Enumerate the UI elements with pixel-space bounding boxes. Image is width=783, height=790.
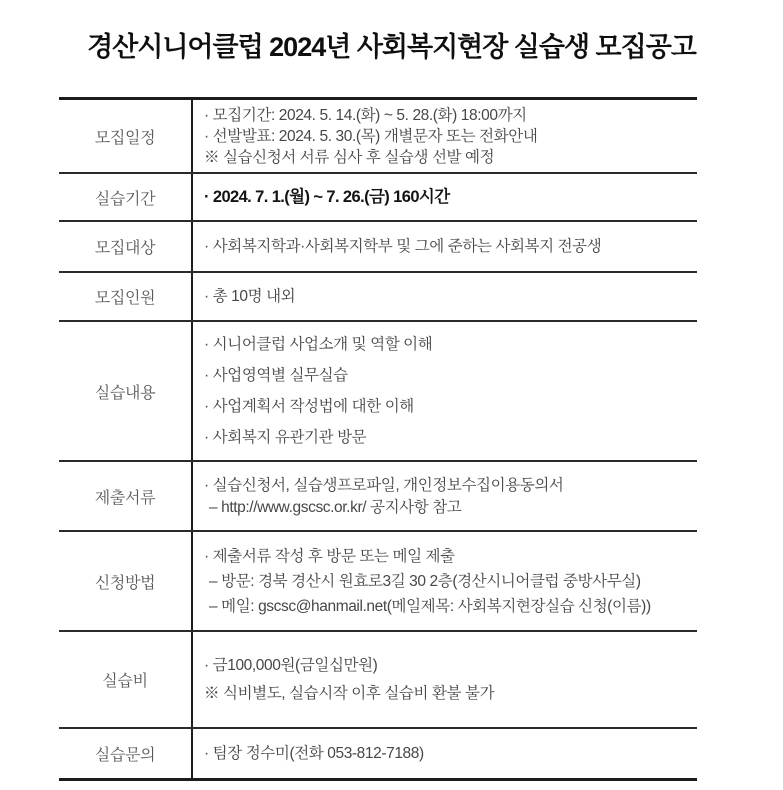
table-row-schedule — [59, 100, 697, 174]
content-line: ※ 식비별도, 실습시작 이후 실습비 환불 불가 — [204, 685, 495, 702]
row-label: 실습내용 — [59, 322, 193, 460]
content-line-url: – http://www.gscsc.or.kr/ 공지사항 참고 — [209, 498, 462, 516]
row-content — [193, 100, 697, 172]
content-line: · 금100,000원(금일십만원) — [204, 657, 378, 674]
row-label: 실습비 — [59, 632, 193, 727]
content-line: · 시니어클럽 사업소개 및 역할 이해 — [204, 336, 433, 353]
table-row-contact — [59, 729, 697, 778]
table-row-how-to-apply — [59, 532, 697, 632]
content-line: · 제출서류 작성 후 방문 또는 메일 제출 — [204, 547, 455, 565]
table-row-curriculum — [59, 322, 697, 462]
row-label: 모집일정 — [59, 100, 193, 172]
row-label: 실습문의 — [59, 729, 193, 778]
table-row-period — [59, 174, 697, 222]
table-row-target — [59, 222, 697, 273]
row-label: 모집대상 — [59, 222, 193, 271]
table-row-headcount — [59, 273, 697, 322]
row-label: 제출서류 — [59, 462, 193, 530]
row-label: 신청방법 — [59, 532, 193, 630]
content-line-phone: · 팀장 정수미(전화 053-812-7188) — [204, 745, 424, 762]
row-label: 모집인원 — [59, 273, 193, 320]
row-content — [193, 729, 697, 778]
table-row-documents — [59, 462, 697, 532]
row-label: 실습기간 — [59, 174, 193, 220]
content-line: · 사회복지학과·사회복지학부 및 그에 준하는 사회복지 전공생 — [204, 238, 602, 255]
row-content — [193, 532, 697, 630]
row-content — [193, 632, 697, 727]
row-content — [193, 273, 697, 320]
content-line-email: – 메일: gscsc@hanmail.net(메일제목: 사회복지현장실습 신청(이름)) — [209, 597, 651, 615]
content-line: · 사회복지 유관기관 방문 — [204, 429, 367, 446]
row-content — [193, 222, 697, 271]
row-content — [193, 462, 697, 530]
content-line: · 총 10명 내외 — [204, 288, 296, 305]
table-row-fee — [59, 632, 697, 729]
content-line: · 모집기간: 2024. 5. 14.(화) ~ 5. 28.(화) 18:00까지 — [204, 106, 527, 124]
content-line: · 사업영역별 실무실습 — [204, 367, 348, 384]
notice-table — [59, 97, 697, 781]
content-line: · 사업계획서 작성법에 대한 이해 — [204, 398, 414, 415]
row-content — [193, 322, 697, 460]
row-content — [193, 174, 697, 220]
content-line: · 실습신청서, 실습생프로파일, 개인정보수집이용동의서 — [204, 476, 564, 494]
content-line: · 2024. 7. 1.(월) ~ 7. 26.(금) 160시간 — [204, 187, 450, 206]
content-line: · 선발발표: 2024. 5. 30.(목) 개별문자 또는 전화안내 — [204, 127, 538, 145]
content-line-visit: – 방문: 경북 경산시 원효로3길 30 2층(경산시니어클럽 중방사무실) — [209, 572, 641, 590]
content-line: ※ 실습신청서 서류 심사 후 실습생 선발 예정 — [204, 148, 495, 166]
page-title: 경산시니어클럽 2024년 사회복지현장 실습생 모집공고 — [87, 32, 696, 62]
